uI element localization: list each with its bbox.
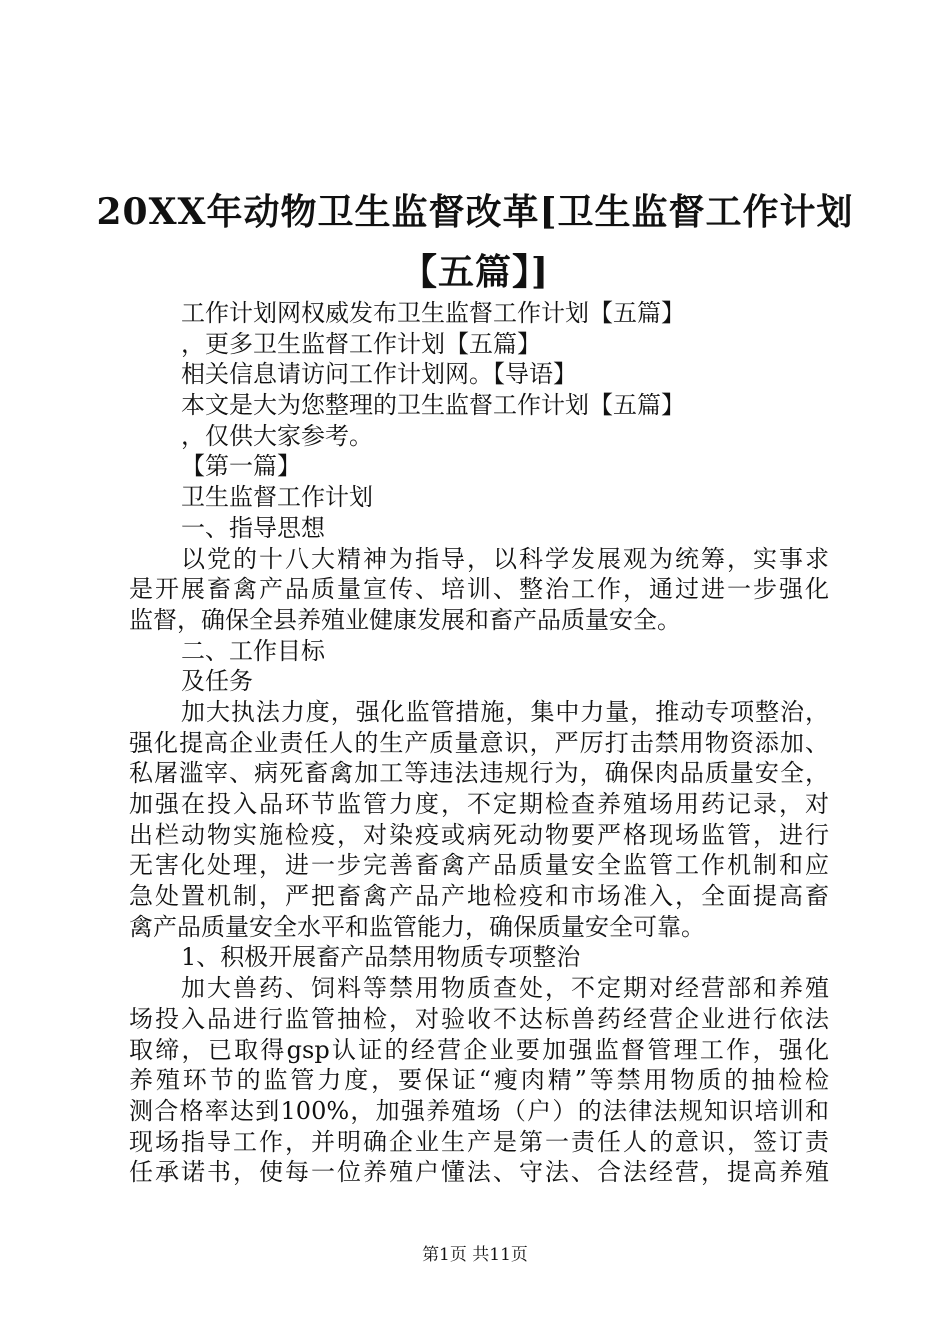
page-footer: 第1页 共11页 — [422, 1245, 528, 1265]
body-line: 1、积极开展畜产品禁用物质专项整治 — [181, 943, 581, 972]
body-line: 强化提高企业责任人的生产质量意识，严厉打击禁用物资添加、 — [129, 728, 829, 757]
body-line: 取缔，已取得gsp认证的经营企业要加强监督管理工作，强化 — [129, 1035, 829, 1064]
body-line: 工作计划网权威发布卫生监督工作计划【五篇】 — [181, 299, 685, 327]
document-body — [129, 298, 829, 1188]
document-title-line-2: 【五篇】] — [400, 251, 550, 293]
body-line: 场投入品进行监管抽检，对验收不达标兽药经营企业进行依法 — [129, 1004, 829, 1033]
body-line: 二、工作目标 — [181, 636, 325, 665]
body-line: 是开展畜禽产品质量宣传、培训、整治工作，通过进一步强化 — [129, 575, 829, 604]
body-line: 加大兽药、饲料等禁用物质查处，不定期对经营部和养殖 — [181, 974, 829, 1003]
body-line: 【第一篇】 — [181, 452, 301, 481]
body-line: 私屠滥宰、病死畜禽加工等违法违规行为，确保肉品质量安全， — [129, 759, 829, 788]
body-line: 以党的十八大精神为指导，以科学发展观为统筹，实事求 — [181, 544, 829, 573]
body-line: 加强在投入品环节监管力度，不定期检查养殖场用药记录，对 — [129, 790, 829, 818]
body-line: 加大执法力度，强化监管措施，集中力量，推动专项整治， — [181, 697, 829, 726]
body-line: 一、指导思想 — [181, 513, 325, 542]
body-line: 禽产品质量安全水平和监管能力，确保质量安全可靠。 — [129, 912, 705, 941]
body-line: 测合格率达到100%，加强养殖场（户）的法律法规知识培训和 — [129, 1096, 829, 1125]
document-title-line-1: 20XX年动物卫生监督改革[卫生监督工作计划 — [96, 191, 854, 233]
body-line: ，仅供大家参考。 — [181, 421, 373, 450]
body-line: 相关信息请访问工作计划网。【导语】 — [181, 360, 577, 389]
body-line: 出栏动物实施检疫，对染疫或病死动物要严格现场监管，进行 — [129, 820, 829, 849]
body-line: 监督，确保全县养殖业健康发展和畜产品质量安全。 — [129, 605, 681, 634]
body-line: 养殖环节的监管力度，要保证“瘦肉精”等禁用物质的抽检检 — [129, 1066, 829, 1095]
body-line: 现场指导工作，并明确企业生产是第一责任人的意识，签订责 — [129, 1127, 829, 1156]
body-line: 急处置机制，严把畜禽产品产地检疫和市场准入，全面提高畜 — [129, 882, 829, 911]
body-line: ，更多卫生监督工作计划【五篇】 — [181, 329, 541, 358]
body-line: 本文是大为您整理的卫生监督工作计划【五篇】 — [181, 391, 685, 420]
body-line: 任承诺书，使每一位养殖户懂法、守法、合法经营，提高养殖 — [129, 1158, 829, 1187]
body-line: 无害化处理，进一步完善畜禽产品质量安全监管工作机制和应 — [129, 851, 829, 880]
body-line: 卫生监督工作计划 — [181, 483, 373, 512]
body-line: 及任务 — [181, 667, 253, 696]
